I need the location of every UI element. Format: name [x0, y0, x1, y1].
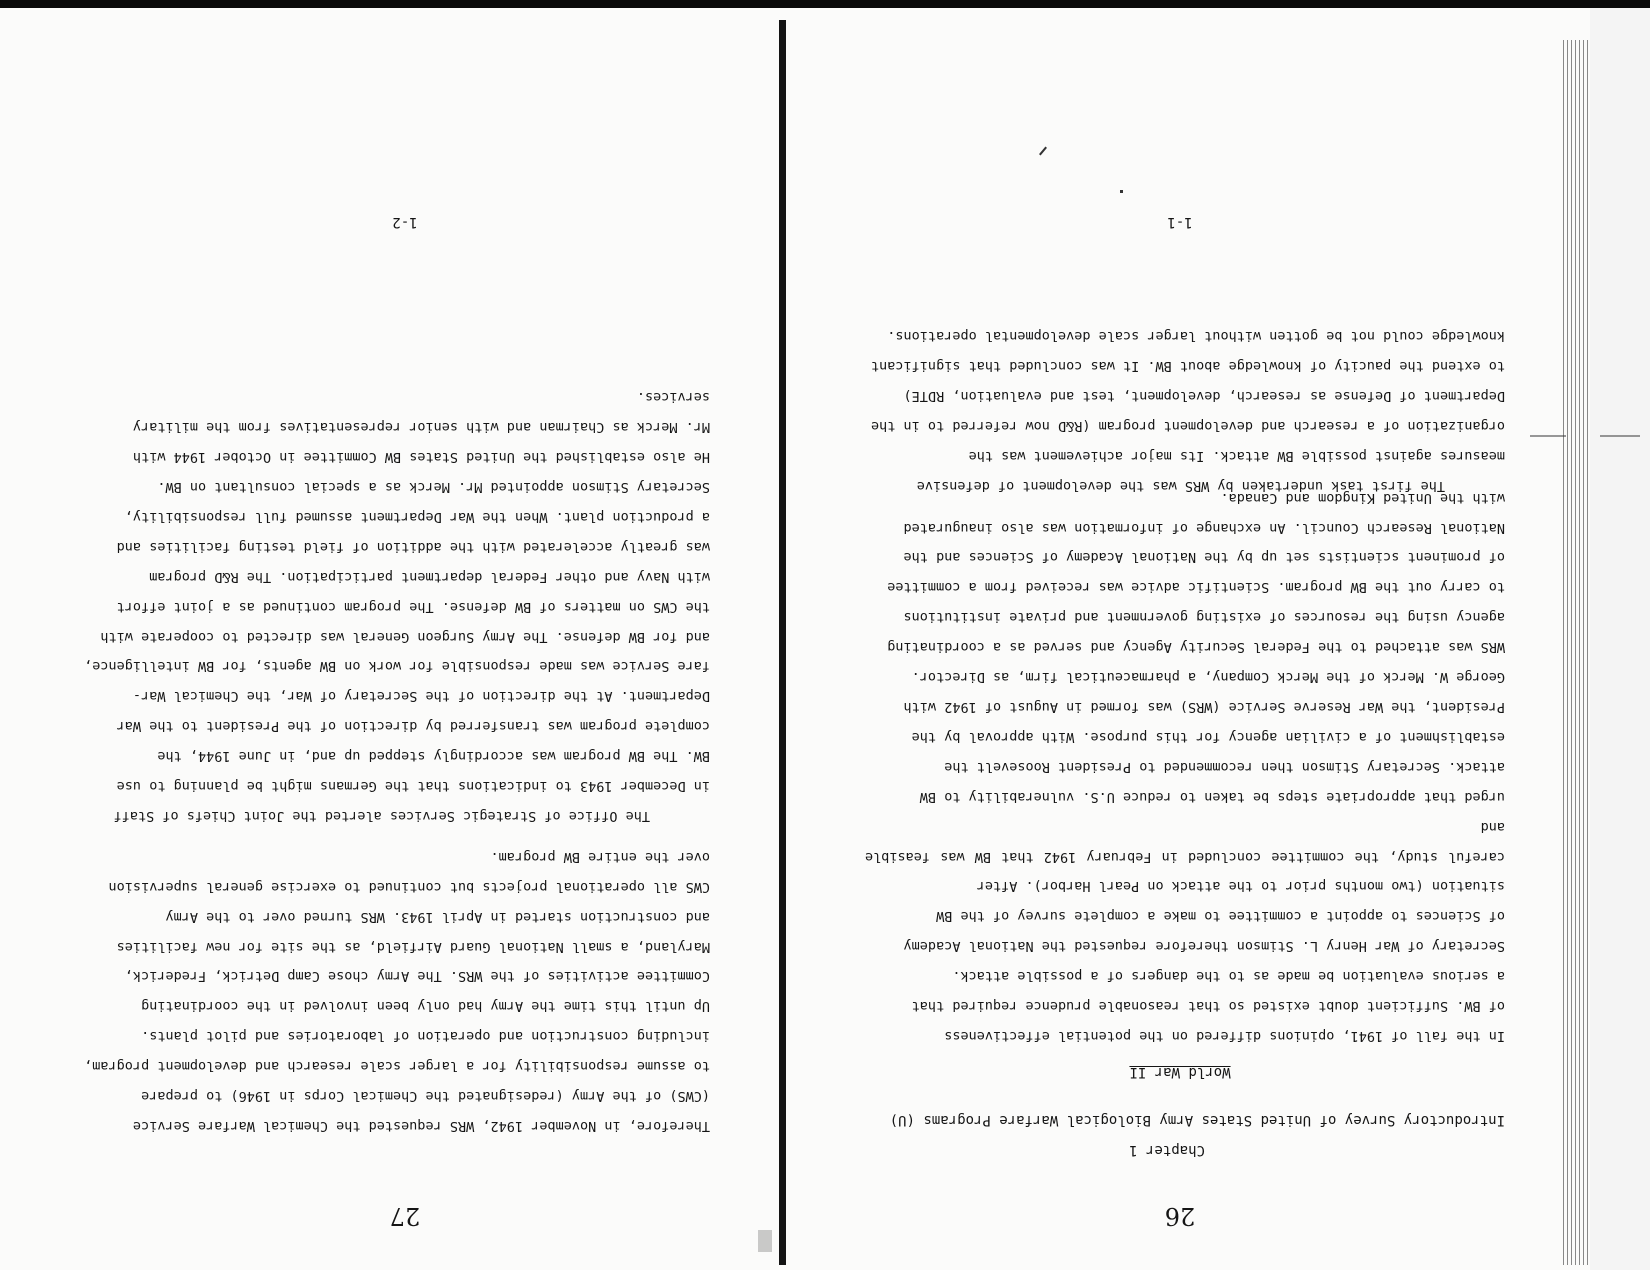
page-footer: 1-2: [392, 214, 418, 230]
page-right: [795, 0, 1565, 1270]
page-footer: 1-1: [1167, 214, 1193, 230]
binding-gutter: [779, 20, 786, 1265]
paragraph: The first task undertaken by WRS was the development of defensive measures against possible BW attack. Its major achievement was the organization of a research and development program (R&D now referred to in the Department of Defense as research, development, test and evaluation, RDTE) to extend the paucity of knowledge about BW. It was concluded that significant knowledge could not be gotten without larger scale developmental operations.: [871, 328, 1505, 494]
paragraph: Therefore, in November 1942, WRS requested the Chemical Warfare Service (CWS) of the Army (redesignated the Chemical Corps in 1946) to prepare to assume responsibility for a larger scale research and development program, including construction and operation of laboratories and pilot plants. Up until this time the Army had only been involved in the coordinating Committee activities of the WRS. The Army chose Camp Detrick, Frederick, Maryland, a small National Guard Airfield, as the site for new facilities and construction started in April 1943. WRS turned over to the Army CWS all operational projects but continued to exercise general supervision over the entire BW program.: [84, 848, 710, 1134]
chapter-heading: Chapter 1: [1129, 1142, 1205, 1158]
page-left: [40, 0, 770, 1270]
paragraph: The Office of Strategic Services alerted the Joint Chiefs of Staff in December 1943 to indications that the Germans might be planning to use BW. The BW program was accordingly stepped up and, in June 1944, the complete program was transferred by direction of the President to the War Department. At the direction of the Secretary of War, the Chemical War- fare Service was made responsible for work on BW agents, for BW intelligence, and for BW defense. The Army Surgeon General was directed to cooperate with the CWS on matters of BW defense. The program continued as a joint effort with Navy and other Federal department participation. The R&D program was greatly accelerated with the addition of field testing facilities and a production plant. When the War Department assumed full responsibility, Secretary Stimson appointed Mr. Merck as a special consultant on BW. He also established the United States BW Committee in October 1944 with Mr. Merck as Chairman and with senior representatives from the military services.: [84, 389, 710, 824]
page-number: 26: [1164, 1202, 1196, 1230]
section-heading: World War II: [1129, 1064, 1231, 1080]
scan-speck: [1600, 435, 1640, 437]
chapter-title: Introductory Survey of United States Army Biological Warfare Programs (U): [889, 1112, 1505, 1128]
page-edge-stack: [1563, 40, 1589, 1265]
page-number: 27: [389, 1202, 421, 1230]
scan-margin: [1590, 8, 1650, 1270]
paragraph: In the fall of 1941, opinions differed on the potential effectiveness of BW. Sufficient doubt existed so that reasonable prudence required that a serious evaluation be made as to the dangers of a possible attack. Secretary of War Henry L. Stimson therefore requested the National Academy of Sciences to appoint a committee to make a complete survey of the BW situation (two months prior to the attack on Pearl Harbor). After careful study, the committee concluded in February 1942 that BW was feasible and urged that appropriate steps be taken to reduce U.S. vulnerability to BW attack. Secretary Stimson then recommended to President Roosevelt the establishment of a civilian agency for this purpose. With approval by the President, the War Reserve Service (WRS) was formed in August of 1942 with George W. Merck of the Merck Company, a pharmaceutical firm, as Director. WRS was attached to the Federal Security Agency and served as a coordinating agency using the resources of existing government and private institutions to carry out the BW program. Scientific advice was received from a committee of prominent scientists set up by the National Academy of Sciences and the National Research Council. An exchange of information was also inaugurated with the United Kingdom and Canada.: [865, 489, 1505, 1044]
